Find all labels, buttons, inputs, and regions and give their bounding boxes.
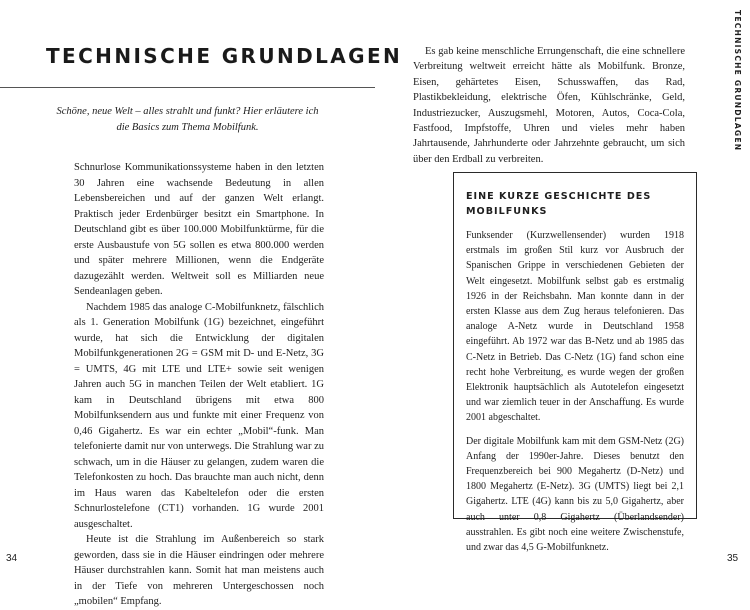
paragraph: Heute ist die Strahlung im Außenbereich so stark geworden, dass sie in die Häuser eindringen oder mehrere Häuser durchstrahlen kann. Somit hat man meistens auch in der Tiefe von mehreren Untergeschossen noch „mobilen“ Empfang. (74, 534, 324, 607)
page-number-left: 34 (6, 553, 18, 564)
subtitle-line: Schöne, neue Welt – alles strahlt und funkt? Hier erläutere ich (56, 106, 319, 117)
title-divider (0, 87, 375, 88)
info-box-title-line: EINE KURZE GESCHICHTE DES (466, 191, 652, 202)
body-text-right (413, 44, 685, 167)
info-box-body (466, 228, 684, 555)
paragraph: Schnurlose Kommunikationssysteme haben in den letzten 30 Jahren eine wachsende Bedeutung in allen Lebensbereichen und auf der ganzen Welt erlangt. Praktisch jeder Erdenbürger besitzt ein Smartphone. In Deutschland gibt es über 100.000 Mobilfunktürme, für die erste Ausbaustufe von 5G sollen es etwa 800.000 werden und später mehrere Millionen, wenn die Endgeräte dazugezählt werden. Weltweit soll es Milliarden neue Sendeanlagen geben. (74, 162, 324, 297)
paragraph: Es gab keine menschliche Errungenschaft, die eine schnellere Verbreitung weltweit erreicht hätte als Mobilfunk. Bronze, Eisen, gehärtetes Eisen, Schusswaffen, das Rad, Plastikbekleidung, elektrische Öfen, Kühlschränke, Geld, Industriezucker, Auszugsmehl, Motoren, Autos, Coca-Cola, Fastfood, Impfstoffe, Uhren und vieles mehr haben Jahrtausende, Jahrhunderte oder Jahrzehnte gebraucht, um sich über den Erdball zu verbreiten. (413, 46, 685, 165)
info-box-title (466, 189, 686, 219)
info-box-title-line: MOBILFUNKS (466, 206, 548, 217)
chapter-subtitle (0, 104, 375, 136)
page-number-right: 35 (727, 553, 739, 564)
info-box-paragraph: Der digitale Mobilfunk kam mit dem GSM-Netz (2G) Anfang der 1990er-Jahre. Dieses benutzt den Frequenzbereich bei 900 Megahertz (D-Netz) und 1800 Megahertz (E-Netz). 3G (UMTS) liegt bei 2,1 Gigahertz. LTE (4G) kann bis zu 5,0 Gigahertz, aber auch unter 0,8 Gigahertz (Überlandsender) ausstrahlen. Es gibt noch eine weitere Zwischenstufe, und zwar das 4,5 G-Mobilfunknetz. (466, 435, 684, 554)
info-box-paragraph: Funksender (Kurzwellensender) wurden 1918 erstmals im großen Stil kurz vor Ausbruch der Spanischen Grippe in verschiedenen Gebieten der Welt eingesetzt. Mobilfunk selbst gab es erstmalig 1926 in der Reichsbahn. Man konnte dann in der ersten Klasse aus dem Zug heraus telefonieren. Das analoge A-Netz wurde in Deutschland 1958 eingeführt. Ab 1972 war das B-Netz und ab 1985 das C-Netz in Betrieb. Das C-Netz (1G) fand schon eine recht hohe Verbreitung, es wurde wegen der großen Elektronik hauptsächlich als Autotelefon eingesetzt und war ziemlich teuer in der Anschaffung. Es wurde 2001 abgeschaltet. (466, 230, 684, 424)
body-text-left (74, 160, 324, 610)
chapter-title: TECHNISCHE GRUNDLAGEN (46, 44, 403, 68)
running-head: TECHNISCHE GRUNDLAGEN (733, 10, 742, 152)
info-box (453, 172, 697, 554)
paragraph: Nachdem 1985 das analoge C-Mobilfunknetz, fälschlich als 1. Generation Mobilfunk (1G) bezeichnet, eingeführt wurde, hat sich die Entwicklung der digitalen Mobilfunkgenerationen 2G = GSM mit D- und E-Netz, 3G = UMTS, 4G mit LTE und LTE+ sowie seit wenigen Jahren auch 5G in manchen Teilen der Welt etabliert. 1G kam in Deutschland übrigens mit etwa 800 Mobilfunksendern aus und funkte mit einer Frequenz von 0,46 Gigahertz. Es war ein echter „Mobil“-funk. Man telefonierte damit nur von unterwegs. Die Strahlung war zu schwach, um in die Häuser zu gelangen, zudem waren die Telefonkosten zu hoch. Das brauchte man auch nicht, denn im Haus waren das Kabeltelefon oder die ersten Schnurlostelefone (CT1) vorhanden. 1G wurde 2001 ausgeschaltet. (74, 301, 324, 530)
right-page (375, 0, 750, 583)
subtitle-line: die Basics zum Thema Mobilfunk. (116, 122, 259, 133)
